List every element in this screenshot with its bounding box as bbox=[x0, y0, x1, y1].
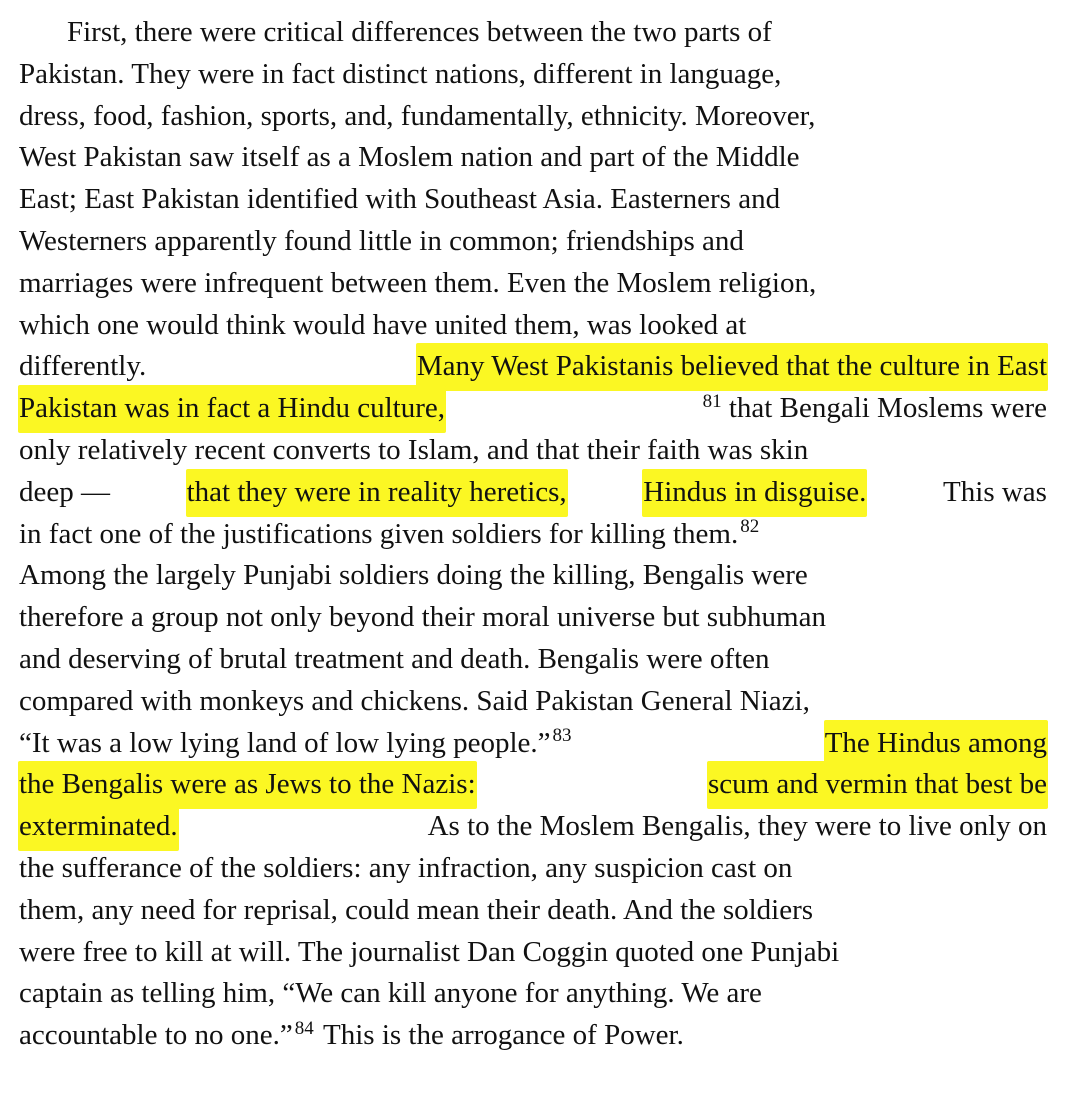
text-segment: captain as telling him, “We can kill anyone for anything. We are bbox=[19, 977, 762, 1010]
text-line bbox=[18, 639, 1048, 681]
text-segment: were free to kill at will. The journalist Dan Coggin quoted one Punjabi bbox=[19, 935, 840, 968]
text-segment: in fact one of the justifications given soldiers for killing them. bbox=[19, 517, 739, 550]
text-segment: them, any need for reprisal, could mean their death. And the soldiers bbox=[19, 893, 814, 926]
highlighted-passage bbox=[18, 388, 446, 430]
text-line bbox=[18, 806, 1048, 848]
text-line bbox=[18, 12, 1048, 54]
text-segment bbox=[700, 388, 1048, 430]
text-segment: dress, food, fashion, sports, and, fundamentally, ethnicity. Moreover, bbox=[19, 99, 816, 132]
text-segment: West Pakistan saw itself as a Moslem nation and part of the Middle bbox=[19, 141, 800, 174]
text-line bbox=[18, 346, 1048, 388]
text-segment: differently. bbox=[19, 350, 147, 383]
text-segment: which one would think would have united them, was looked at bbox=[19, 308, 747, 341]
text-segment: and deserving of brutal treatment and death. Bengalis were often bbox=[19, 642, 770, 675]
highlighted-passage: that they were in reality heretics, bbox=[186, 472, 568, 514]
highlighted-text: Pakistan was in fact a Hindu culture, bbox=[19, 392, 446, 425]
text-segment: Pakistan. They were in fact distinct nations, different in language, bbox=[19, 57, 782, 90]
highlighted-passage: Many West Pakistanis believed that the culture in East bbox=[416, 346, 1048, 388]
text-segment: the sufferance of the soldiers: any infraction, any suspicion cast on bbox=[19, 851, 793, 884]
text-segment: only relatively recent converts to Islam, and that their faith was skin bbox=[19, 433, 809, 466]
text-line bbox=[18, 514, 1048, 556]
footnote-82: 82 bbox=[740, 516, 760, 538]
text-segment: marriages were infrequent between them. Even the Moslem religion, bbox=[19, 266, 817, 299]
text-line bbox=[18, 96, 1048, 138]
text-line bbox=[18, 973, 1048, 1015]
text-segment bbox=[18, 514, 760, 556]
footnote-81: 81 bbox=[702, 390, 722, 412]
text-line bbox=[18, 1015, 1048, 1057]
text-segment: This was bbox=[943, 475, 1047, 508]
text-line bbox=[18, 932, 1048, 974]
highlighted-passage: The Hindus among bbox=[824, 723, 1048, 765]
text-line bbox=[18, 472, 1048, 514]
text-segment: “It was a low lying land of low lying people.” bbox=[19, 726, 551, 759]
text-segment: First, there were critical differences between the two parts of bbox=[67, 16, 772, 48]
text-segment bbox=[18, 1015, 315, 1057]
text-segment: therefore a group not only beyond their moral universe but subhuman bbox=[19, 601, 826, 634]
footnote-83: 83 bbox=[552, 725, 572, 747]
text-segment: accountable to no one.” bbox=[19, 1019, 293, 1052]
text-segment: This is the arrogance of Power. bbox=[323, 1019, 684, 1052]
text-segment: deep — bbox=[19, 475, 110, 508]
text-segment: compared with monkeys and chickens. Said Pakistan General Niazi, bbox=[19, 684, 810, 717]
text-segment: that Bengali Moslems were bbox=[728, 392, 1047, 425]
text-line bbox=[18, 263, 1048, 305]
highlighted-passage: scum and vermin that best be bbox=[707, 764, 1048, 806]
text-line bbox=[18, 305, 1048, 347]
text-line bbox=[18, 430, 1048, 472]
text-segment: East; East Pakistan identified with Southeast Asia. Easterners and bbox=[19, 183, 781, 216]
highlighted-passage: exterminated. bbox=[18, 806, 179, 848]
text-line bbox=[18, 555, 1048, 597]
text-segment: Westerners apparently found little in common; friendships and bbox=[19, 224, 744, 257]
highlighted-passage: the Bengalis were as Jews to the Nazis: bbox=[18, 764, 477, 806]
text-line bbox=[18, 890, 1048, 932]
paragraph bbox=[18, 12, 1048, 1057]
text-line bbox=[18, 221, 1048, 263]
text-line bbox=[18, 54, 1048, 96]
highlighted-passage: Hindus in disguise. bbox=[642, 472, 867, 514]
text-segment bbox=[18, 723, 573, 765]
text-line bbox=[18, 597, 1048, 639]
footnote-84: 84 bbox=[294, 1017, 314, 1039]
text-segment: As to the Moslem Bengalis, they were to live only on bbox=[427, 810, 1047, 843]
text-line bbox=[18, 848, 1048, 890]
text-line bbox=[18, 179, 1048, 221]
text-line bbox=[18, 388, 1048, 430]
text-line bbox=[18, 723, 1048, 765]
text-line bbox=[18, 764, 1048, 806]
text-line bbox=[18, 681, 1048, 723]
text-segment: Among the largely Punjabi soldiers doing the killing, Bengalis were bbox=[19, 559, 808, 592]
text-line bbox=[18, 137, 1048, 179]
